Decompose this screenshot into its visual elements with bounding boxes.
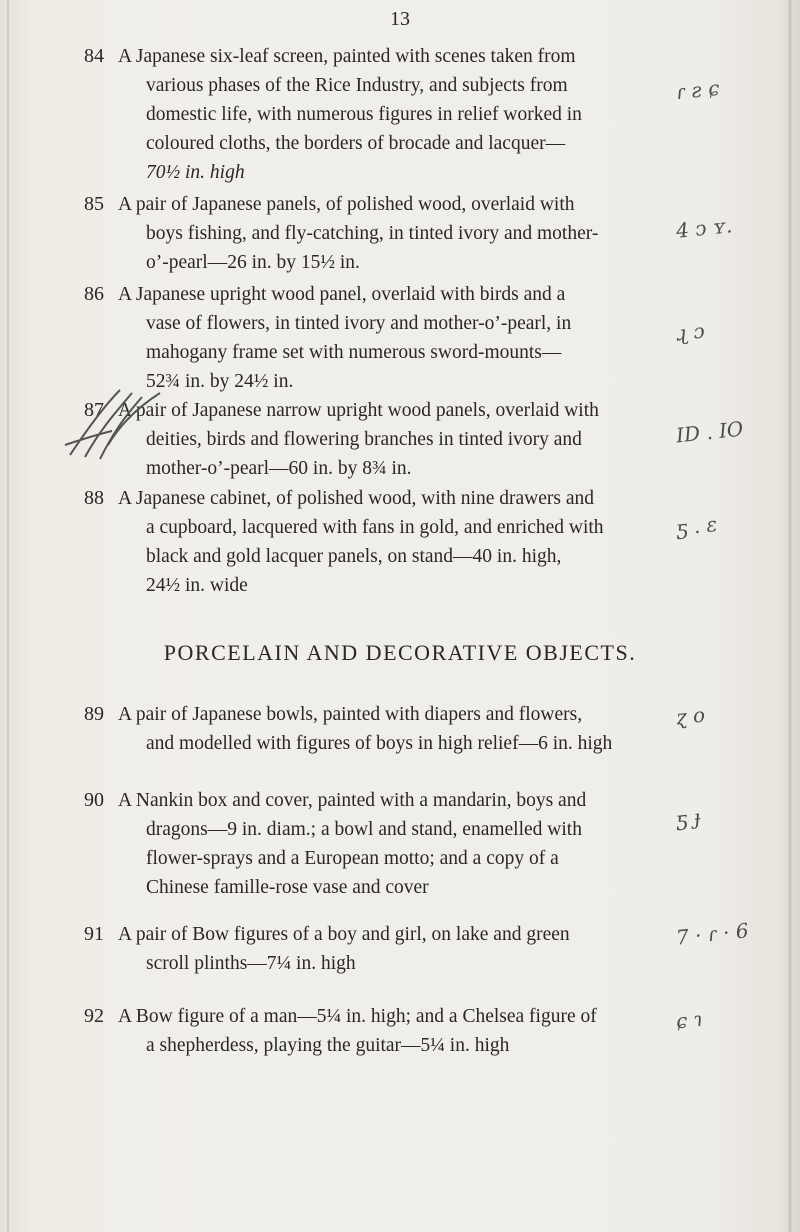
lot-line: Chinese famille-rose vase and cover <box>146 877 429 898</box>
lot-line: 52¾ in. by 24½ in. <box>146 371 294 392</box>
handwritten-price: ɕ ɿ <box>674 1006 704 1034</box>
lot-number: 90 <box>84 789 104 811</box>
lot-line: A Japanese upright wood panel, overlaid with birds and a <box>118 284 566 305</box>
lot-description <box>118 42 658 187</box>
lot-description <box>118 280 658 396</box>
lot-number: 85 <box>84 193 104 215</box>
lot-description <box>118 786 658 902</box>
handwritten-price: ƽ . ɛ <box>674 511 719 541</box>
pencil-scribble <box>60 385 170 465</box>
handwritten-price: ID . IO <box>674 416 745 448</box>
lot-number: 86 <box>84 283 104 305</box>
lot-line: A Bow figure of a man—5¼ in. high; and a Chelsea figure of <box>118 1006 597 1027</box>
page-number: 13 <box>390 8 410 30</box>
lot-line: o’-pearl—26 in. by 15½ in. <box>146 252 360 273</box>
lot-number: 92 <box>84 1005 104 1027</box>
lot-line: scroll plinths—7¼ in. high <box>146 953 356 974</box>
handwritten-price: 4 ↄ ʏ. <box>674 213 734 243</box>
lot-line: various phases of the Rice Industry, and subjects from <box>146 75 568 96</box>
lot-line: 70½ in. high <box>146 162 245 183</box>
lot-description <box>118 484 658 600</box>
lot-line: mother-o’-pearl—60 in. by 8¾ in. <box>146 458 412 479</box>
lot-line: dragons—9 in. diam.; a bowl and stand, enamelled with <box>146 819 582 840</box>
lot-number: 88 <box>84 487 104 509</box>
handwritten-price: ƽ ɟ <box>674 804 702 832</box>
lot-line: 24½ in. wide <box>146 575 248 596</box>
lot-line: and modelled with figures of boys in high relief—6 in. high <box>146 733 613 754</box>
lot-line: coloured cloths, the borders of brocade and lacquer— <box>146 133 566 154</box>
handwritten-price: ɻ ɔ <box>674 318 706 346</box>
lot-line: deities, birds and flowering branches in tinted ivory and <box>146 429 582 450</box>
handwritten-price: 7 · ɾ · 6 <box>674 918 750 950</box>
lot-number: 91 <box>84 923 104 945</box>
lot-number: 89 <box>84 703 104 725</box>
lot-description <box>118 190 658 277</box>
lot-line: flower-sprays and a European motto; and a copy of a <box>146 848 559 869</box>
lot-line: A Japanese six-leaf screen, painted with scenes taken from <box>118 46 576 67</box>
lot-number: 84 <box>84 45 104 67</box>
lot-description <box>118 1002 658 1060</box>
lot-line: a shepherdess, playing the guitar—5¼ in. high <box>146 1035 510 1056</box>
lot-line: domestic life, with numerous figures in relief worked in <box>146 104 582 125</box>
lot-description <box>118 920 658 978</box>
handwritten-price: ɾ ƨ ɕ <box>674 75 721 105</box>
lot-line: boys fishing, and fly-catching, in tinted ivory and mother- <box>146 223 599 244</box>
handwritten-price: ɀ o <box>674 702 707 730</box>
lot-number: 87 <box>84 399 104 421</box>
lot-line: A Nankin box and cover, painted with a mandarin, boys and <box>118 790 587 811</box>
lot-line: A pair of Japanese narrow upright wood panels, overlaid with <box>118 400 599 421</box>
lot-line: mahogany frame set with numerous sword-mounts— <box>146 342 562 363</box>
lot-line: vase of flowers, in tinted ivory and mother-o’-pearl, in <box>146 313 572 334</box>
lot-line: black and gold lacquer panels, on stand—40 in. high, <box>146 546 562 567</box>
lot-line: A pair of Bow figures of a boy and girl, on lake and green <box>118 924 570 945</box>
lot-line: A pair of Japanese bowls, painted with diapers and flowers, <box>118 704 583 725</box>
section-heading: PORCELAIN AND DECORATIVE OBJECTS. <box>163 640 637 665</box>
lot-line: A Japanese cabinet, of polished wood, with nine drawers and <box>118 488 594 509</box>
lot-description <box>118 700 658 758</box>
lot-line: a cupboard, lacquered with fans in gold, and enriched with <box>146 517 604 538</box>
lot-line: A pair of Japanese panels, of polished wood, overlaid with <box>118 194 575 215</box>
lot-description <box>118 396 658 483</box>
